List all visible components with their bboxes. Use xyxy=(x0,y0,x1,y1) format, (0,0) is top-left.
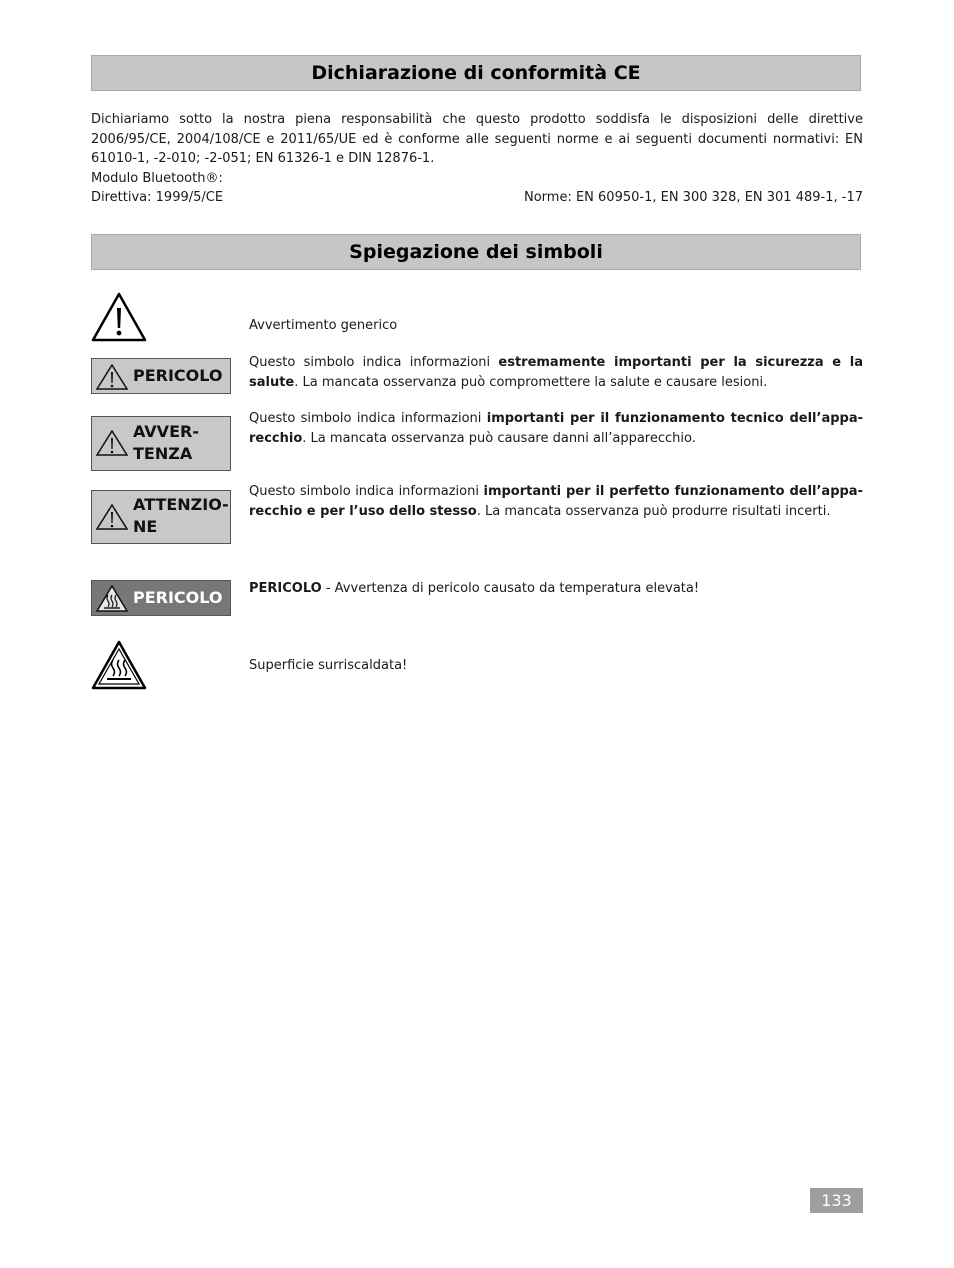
warning-triangle-icon xyxy=(96,364,128,390)
warning-text-pre: Questo simbolo indica informazioni xyxy=(249,411,487,426)
warning-text-bold: importanti per il funzionamento tecnico dell’apparecchio xyxy=(249,411,864,446)
caution-signal-label xyxy=(91,490,231,544)
hot-danger-description xyxy=(249,579,863,599)
general-warning-text: Avvertimento generico xyxy=(249,318,398,333)
caution-label-line1: ATTENZIO- xyxy=(133,495,229,514)
directive-row xyxy=(91,188,863,208)
caution-label-line2: NE xyxy=(133,517,158,536)
hot-danger-text-bold: PERICOLO xyxy=(249,581,322,596)
warning-description xyxy=(249,409,863,448)
hot-danger-signal-label xyxy=(91,580,231,616)
danger-text-bold: estremamente importanti per la sicurezza e la salute xyxy=(249,355,863,390)
warning-triangle-icon xyxy=(96,430,128,456)
hot-surface-icon xyxy=(96,585,128,612)
hot-surface-text: Superficie surriscaldata! xyxy=(249,658,408,673)
conformity-text xyxy=(91,110,863,208)
danger-label: PERICOLO xyxy=(133,366,223,385)
caution-text-bold: importanti per il perfetto funzionamento dell’apparecchio e per l’uso dello stesso xyxy=(249,484,863,519)
bluetooth-module-label: Modulo Bluetooth®: xyxy=(91,170,223,186)
danger-description xyxy=(249,353,863,392)
danger-signal-label xyxy=(91,358,231,394)
danger-text-pre: Questo simbolo indica informazioni xyxy=(249,355,499,370)
danger-text-post: . La mancata osservanza può compromettere la salute e causare lesioni. xyxy=(294,374,768,390)
warning-signal-label xyxy=(91,416,231,471)
hot-danger-label: PERICOLO xyxy=(133,588,223,607)
hot-danger-text-post: - Avvertenza di pericolo causato da temperatura elevata! xyxy=(321,581,700,596)
hot-surface-icon xyxy=(91,640,147,690)
warning-label-line2: TENZA xyxy=(133,444,193,463)
section-title-conformity: Dichiarazione di conformità CE xyxy=(91,55,861,91)
caution-text-pre: Questo simbolo indica informazioni xyxy=(249,484,484,499)
page-number: 133 xyxy=(810,1188,863,1213)
norms-text: Norme: EN 60950-1, EN 300 328, EN 301 489-1, -17 xyxy=(523,190,863,205)
warning-text-post: . La mancata osservanza può causare danni all’apparecchio. xyxy=(302,430,696,446)
conformity-body: Dichiariamo sotto la nostra piena responsabilità che questo prodotto soddisfa le disposizioni delle direttive 2006/95/CE, 2004/108/CE e 2011/65/UE ed è conforme alle seguenti norme e ai seguenti documenti normativi: EN 61010-1, -2-010; -2-051; EN 61326-1 e DIN 12876-1. xyxy=(91,112,863,166)
caution-text-post: . La mancata osservanza può produrre risultati incerti. xyxy=(476,503,831,519)
warning-label-line1: AVVER- xyxy=(133,422,199,441)
warning-triangle-icon xyxy=(91,292,147,342)
section-title-symbols: Spiegazione dei simboli xyxy=(91,234,861,270)
caution-description xyxy=(249,482,863,521)
warning-triangle-icon xyxy=(96,504,128,530)
directive-text: Direttiva: 1999/5/CE xyxy=(91,190,224,205)
